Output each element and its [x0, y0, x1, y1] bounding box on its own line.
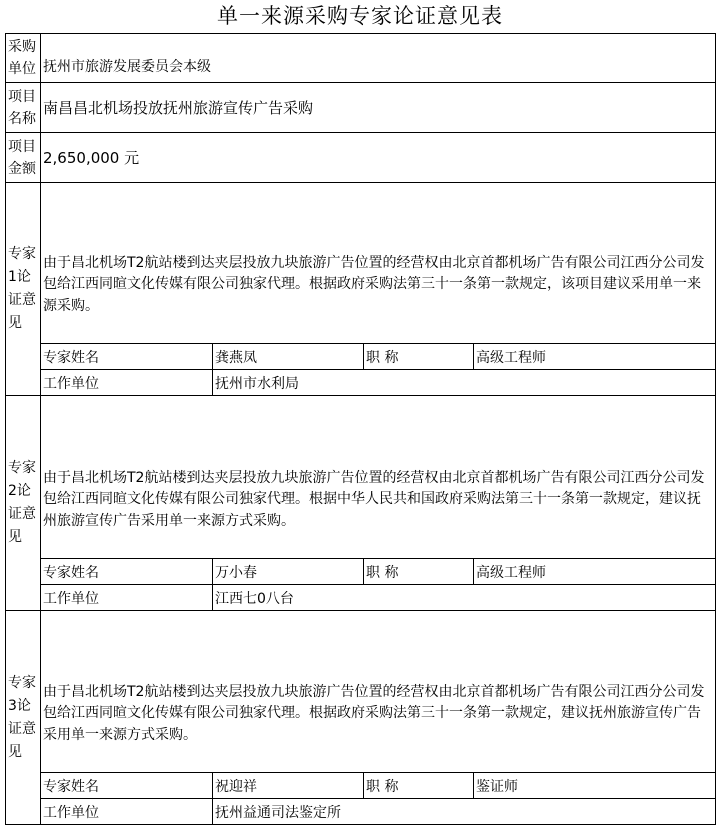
expert-1-name: 龚燕凤	[213, 344, 364, 370]
row-expert-2-name	[6, 559, 716, 585]
expert-1-unit: 抚州市水利局	[213, 370, 716, 396]
expert-1-title-label: 职 称	[364, 344, 474, 370]
expert-1-title: 高级工程师	[474, 344, 716, 370]
expert-3-unit: 抚州益通司法鉴定所	[213, 799, 716, 825]
expert-2-label: 专家2论证意见	[6, 396, 41, 611]
unit-label: 采购单位	[6, 34, 41, 83]
expert-3-name: 祝迎祥	[213, 773, 364, 799]
project-amount-label: 项目金额	[6, 133, 41, 183]
expert-3-opinion: 由于昌北机场T2航站楼到达夹层投放九块旅游广告位置的经营权由北京首都机场广告有限公司江西分公司发包给江西同暄文化传媒有限公司独家代理。根据政府采购法第三十一条第一款规定，建议抚州旅游宣传广告采用单一来源方式采购。	[41, 611, 716, 773]
expert-2-opinion: 由于昌北机场T2航站楼到达夹层投放九块旅游广告位置的经营权由北京首都机场广告有限公司江西分公司发包给江西同暄文化传媒有限公司独家代理。根据中华人民共和国政府采购法第三十一条第一款规定，建议抚州旅游宣传广告采用单一来源方式采购。	[41, 396, 716, 559]
row-expert-3-name	[6, 773, 716, 799]
row-expert-1-unit	[6, 370, 716, 396]
expert-2-name: 万小春	[213, 559, 364, 585]
expert-2-unit: 江西七0八台	[213, 585, 716, 611]
form-title: 单一来源采购专家论证意见表	[217, 4, 503, 28]
expert-3-title: 鉴证师	[474, 773, 716, 799]
row-expert-2-opinion	[6, 396, 716, 559]
row-expert-2-unit	[6, 585, 716, 611]
opinion-form-table	[5, 33, 716, 825]
expert-1-opinion: 由于昌北机场T2航站楼到达夹层投放九块旅游广告位置的经营权由北京首都机场广告有限公司江西分公司发包给江西同暄文化传媒有限公司独家代理。根据政府采购法第三十一条第一款规定，该项目建议采用单一来源采购。	[41, 183, 716, 344]
expert-3-label: 专家3论证意见	[6, 611, 41, 825]
expert-1-unit-label: 工作单位	[41, 370, 213, 396]
row-expert-3-unit	[6, 799, 716, 825]
expert-3-title-label: 职 称	[364, 773, 474, 799]
row-unit	[6, 34, 716, 83]
unit-value: 抚州市旅游发展委员会本级	[41, 34, 716, 83]
row-expert-1-opinion	[6, 183, 716, 344]
project-amount-value: 2,650,000 元	[41, 133, 716, 183]
row-project-amount	[6, 133, 716, 183]
expert-1-name-label: 专家姓名	[41, 344, 213, 370]
project-name-label: 项目名称	[6, 83, 41, 133]
expert-2-name-label: 专家姓名	[41, 559, 213, 585]
expert-1-label: 专家1论证意见	[6, 183, 41, 396]
expert-3-name-label: 专家姓名	[41, 773, 213, 799]
expert-3-unit-label: 工作单位	[41, 799, 213, 825]
expert-2-unit-label: 工作单位	[41, 585, 213, 611]
row-expert-3-opinion	[6, 611, 716, 773]
project-name-value: 南昌昌北机场投放抚州旅游宣传广告采购	[41, 83, 716, 133]
row-project-name	[6, 83, 716, 133]
row-expert-1-name	[6, 344, 716, 370]
expert-2-title: 高级工程师	[474, 559, 716, 585]
expert-2-title-label: 职 称	[364, 559, 474, 585]
